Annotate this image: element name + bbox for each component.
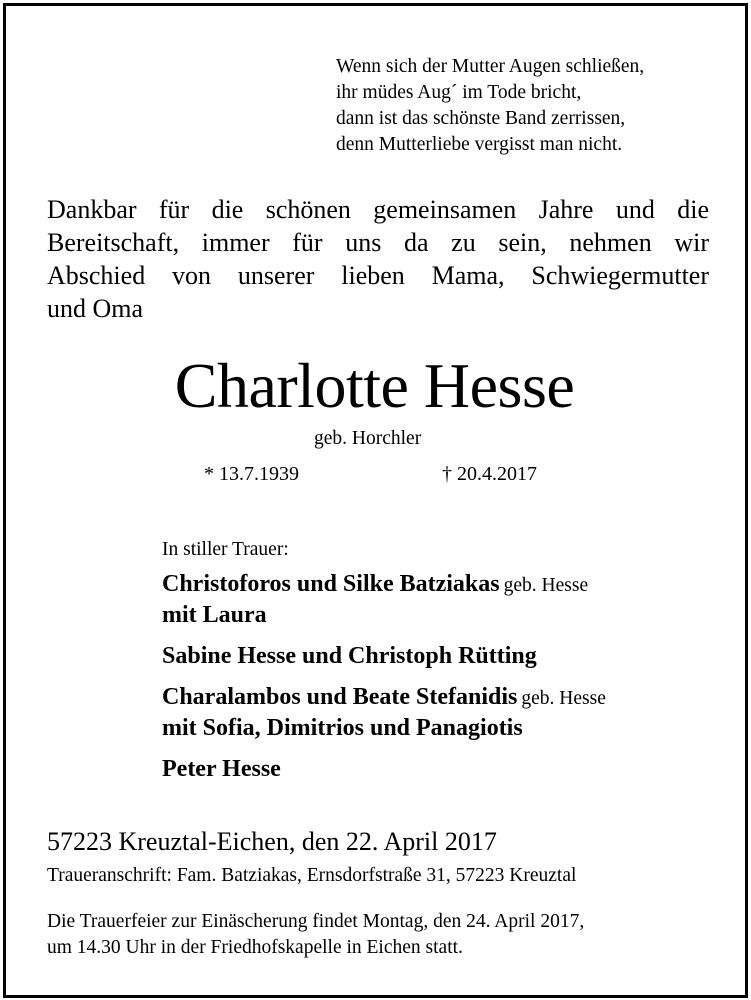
intro-text — [47, 193, 709, 325]
poem-line: Wenn sich der Mutter Augen schließen, — [336, 56, 645, 77]
ceremony-line: Die Trauerfeier zur Einäscherung findet Montag, den 24. April 2017, — [47, 911, 585, 932]
deceased-name-row — [6, 346, 751, 426]
mourner-name: Christoforos und Silke Batziakas — [162, 571, 500, 597]
poem-line: dann ist das schönste Band zerrissen, — [336, 108, 626, 129]
intro-line: Dankbar für die schönen gemeinsamen Jahre und die — [47, 195, 709, 224]
death-date: † 20.4.2017 — [442, 463, 537, 485]
ceremony-line: um 14.30 Uhr in der Friedhofskapelle in Eichen statt. — [47, 937, 463, 958]
mourner-note: geb. Hesse — [521, 688, 606, 709]
mourner-note: geb. Hesse — [503, 575, 589, 596]
intro-line: Abschied von unserer lieben Mama, Schwiegermutter — [47, 261, 709, 290]
mourner-name: Charalambos und Beate Stefanidis — [162, 684, 518, 710]
intro-line: und Oma — [47, 294, 144, 323]
mourner-sub: mit Laura — [162, 602, 267, 628]
mourners-list — [162, 569, 606, 795]
mourner-entry — [162, 682, 606, 744]
poem-line: denn Mutterliebe vergisst man nicht. — [336, 134, 623, 155]
mourner-name: Sabine Hesse und Christoph Rütting — [162, 643, 537, 669]
maiden-name: geb. Horchler — [314, 428, 422, 449]
mourner-entry — [162, 569, 606, 631]
mourning-address: Traueranschrift: Fam. Batziakas, Ernsdorfstraße 31, 57223 Kreuztal — [47, 865, 577, 886]
mourner-entry — [162, 754, 606, 785]
mourning-label: In stiller Trauer: — [162, 539, 289, 560]
mourner-entry — [162, 641, 606, 672]
birth-date: * 13.7.1939 — [204, 463, 299, 485]
mourner-name: Peter Hesse — [162, 756, 281, 782]
intro-line: Bereitschaft, immer für uns da zu sein, nehmen wir — [47, 228, 709, 257]
poem-line: ihr müdes Aug´ im Tode bricht, — [336, 82, 582, 103]
deceased-name: Charlotte Hesse — [174, 350, 575, 421]
poem — [336, 54, 644, 158]
obituary-frame — [3, 3, 748, 998]
mourner-sub: mit Sofia, Dimitrios und Panagiotis — [162, 715, 523, 741]
ceremony-info — [47, 909, 584, 961]
place-date: 57223 Kreuztal-Eichen, den 22. April 2017 — [47, 827, 497, 856]
